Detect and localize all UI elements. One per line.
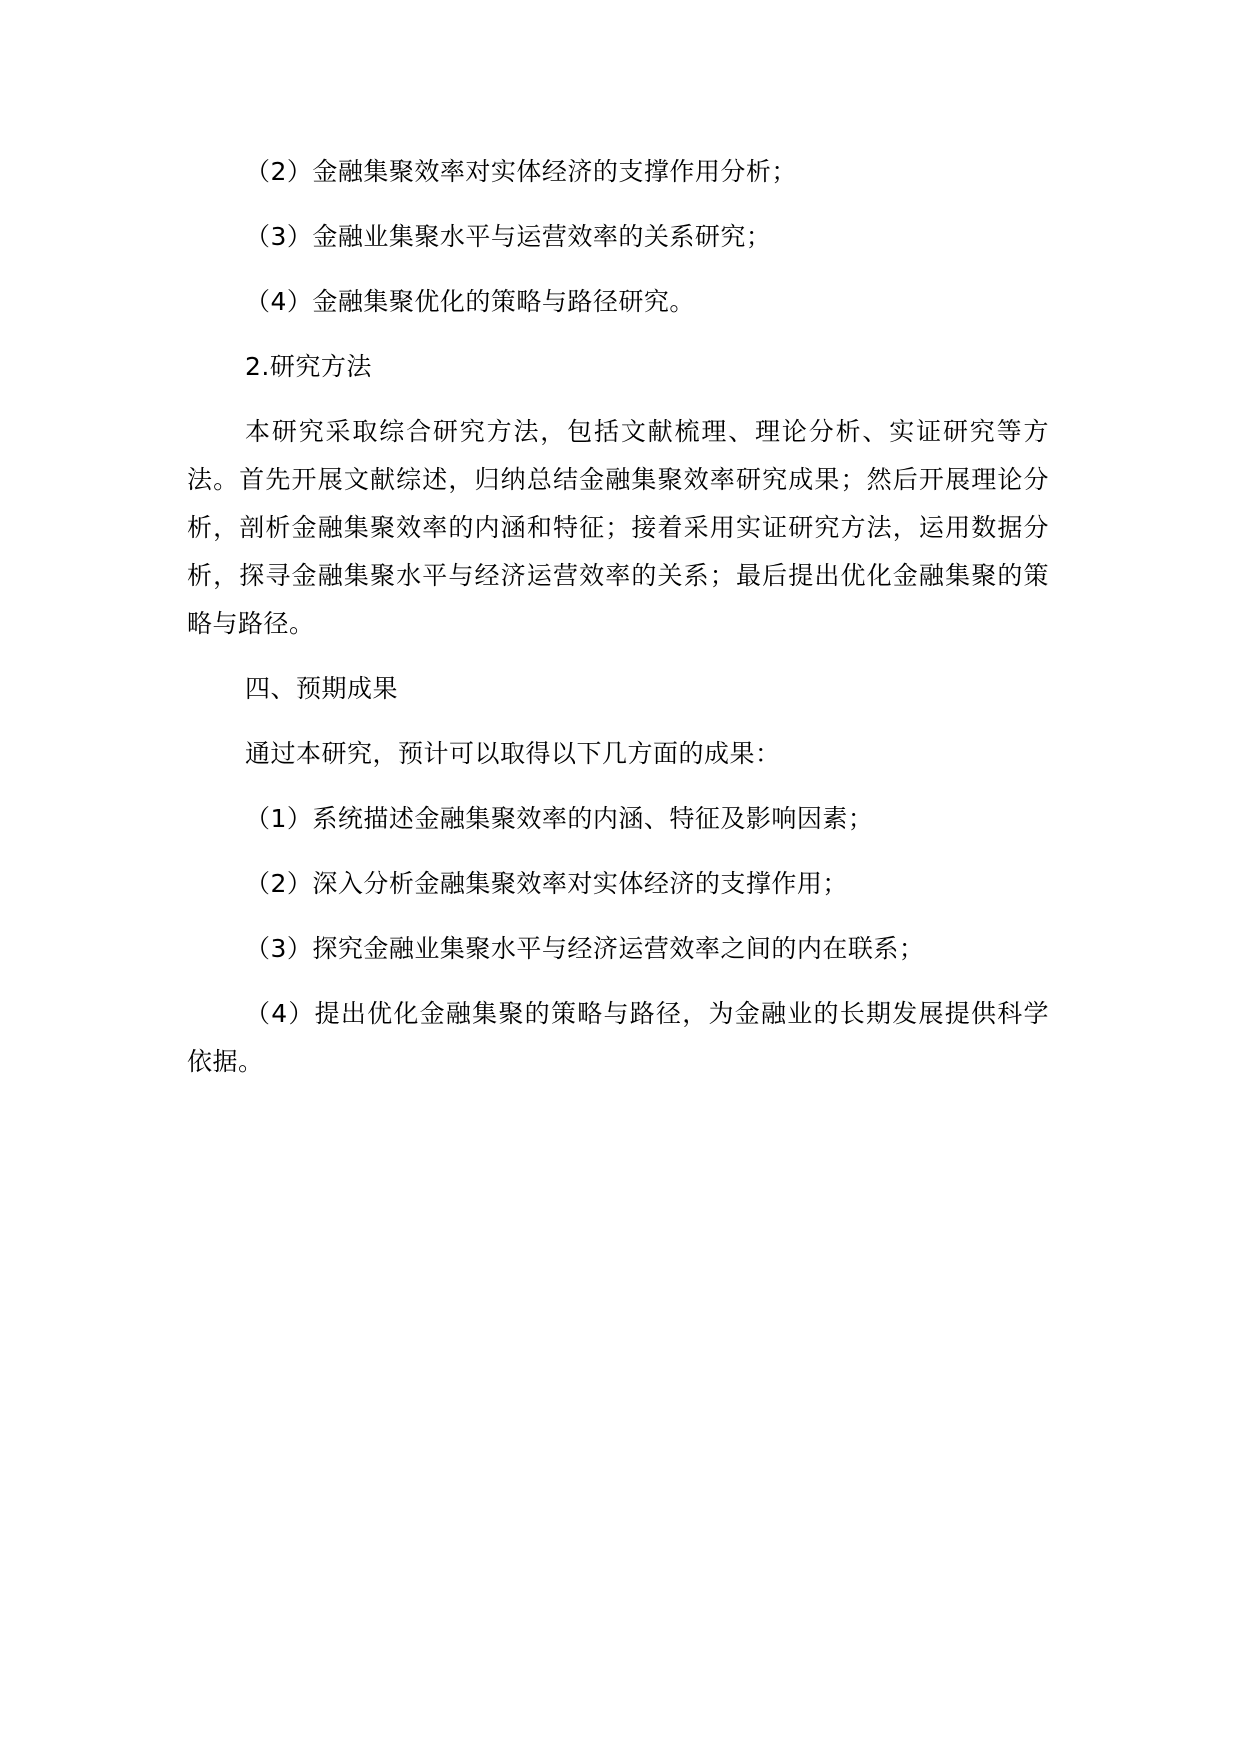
research-content-item: （3）金融业集聚水平与运营效率的关系研究； xyxy=(245,222,772,251)
results-item: （1）系统描述金融集聚效率的内涵、特征及影响因素； xyxy=(245,804,874,833)
research-content-item: （2）金融集聚效率对实体经济的支撑作用分析； xyxy=(245,157,797,186)
results-item: （3）探究金融业集聚水平与经济运营效率之间的内在联系； xyxy=(245,934,925,963)
results-intro: 通过本研究，预计可以取得以下几方面的成果： xyxy=(245,739,781,768)
research-content-item: （4）金融集聚优化的策略与路径研究。 xyxy=(245,287,695,316)
methods-heading: 2.研究方法 xyxy=(245,352,372,381)
results-heading: 四、预期成果 xyxy=(245,674,399,703)
results-item: （2）深入分析金融集聚效率对实体经济的支撑作用； xyxy=(245,869,848,898)
methods-paragraph: 本研究采取综合研究方法，包括文献梳理、理论分析、实证研究等方法。首先开展文献综述，归纳总结金融集聚效率研究成果；然后开展理论分析，剖析金融集聚效率的内涵和特征；接着采用实证研究方法，运用数据分析，探寻金融集聚水平与经济运营效率的关系；最后提出优化金融集聚的策略与路径。 xyxy=(187,417,1049,638)
results-item-last: （4）提出优化金融集聚的策略与路径，为金融业的长期发展提供科学依据。 xyxy=(187,999,1049,1076)
document-body xyxy=(187,148,1049,1086)
